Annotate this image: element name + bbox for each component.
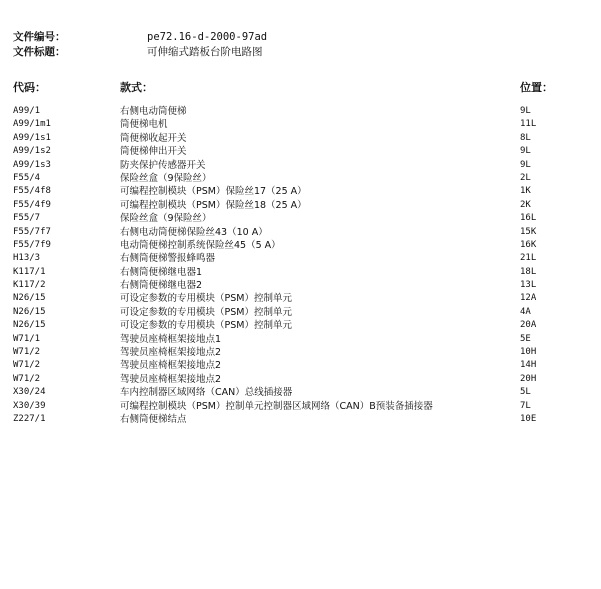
component-position: 11L <box>520 119 537 130</box>
component-description: 驾驶员座椅框架接地点2 <box>120 347 222 359</box>
file-number-value: pe72.16-d-2000-97ad <box>147 31 268 43</box>
component-position: 8L <box>520 132 531 143</box>
component-position: 9L <box>520 106 531 116</box>
component-code: W71/2 <box>13 347 41 358</box>
component-code: H13/3 <box>13 253 41 264</box>
component-position: 7L <box>520 400 531 411</box>
table-row <box>0 105 601 118</box>
component-position: 18L <box>520 266 537 277</box>
component-code: K117/2 <box>13 280 46 291</box>
component-description: 可编程控制模块（PSM）控制单元控制器区域网络（CAN）B预装备插接器 <box>120 400 433 412</box>
component-description: 筒便梯收起开关 <box>120 132 187 144</box>
table-row <box>0 212 601 225</box>
component-description: 可编程控制模块（PSM）保险丝18（25 A） <box>120 199 307 211</box>
table-row <box>0 359 601 372</box>
component-position: 4A <box>520 306 531 317</box>
component-description: 保险丝盒（9保险丝） <box>120 172 212 184</box>
component-code: A99/1 <box>13 106 41 116</box>
component-code: F55/4f9 <box>13 199 51 210</box>
component-description: 右侧筒便梯继电器1 <box>120 266 203 278</box>
component-code: K117/1 <box>13 266 46 277</box>
component-code: A99/1m1 <box>13 119 51 130</box>
component-description: 保险丝盒（9保险丝） <box>120 213 212 225</box>
table-header <box>0 80 601 96</box>
component-description: 防夹保护传感器开关 <box>120 159 206 171</box>
table-row <box>0 226 601 239</box>
component-description: 可设定参数的专用模块（PSM）控制单元 <box>120 306 292 318</box>
table-row <box>0 319 601 332</box>
component-description: 筒便梯电机 <box>120 119 168 131</box>
table-row <box>0 279 601 292</box>
table-row <box>0 386 601 399</box>
table-row <box>0 185 601 198</box>
component-code: F55/4 <box>13 172 41 183</box>
table-row <box>0 199 601 212</box>
table-row <box>0 306 601 319</box>
component-position: 2L <box>520 172 531 183</box>
component-description: 右侧电动筒便梯 <box>120 106 187 117</box>
component-position: 15K <box>520 226 537 237</box>
component-code: N26/15 <box>13 320 46 331</box>
component-position: 16K <box>520 239 537 250</box>
table-row <box>0 292 601 305</box>
table-row <box>0 118 601 131</box>
component-code: W71/2 <box>13 360 41 371</box>
file-title-label: 文件标题： <box>13 46 66 58</box>
component-description: 右侧电动筒便梯保险丝43（10 A） <box>120 226 268 238</box>
component-position: 10E <box>520 413 537 424</box>
file-number-label: 文件编号： <box>13 31 66 43</box>
component-code: A99/1s3 <box>13 159 51 170</box>
component-description: 右侧筒便梯警报蜂鸣器 <box>120 253 216 265</box>
component-code: F55/7 <box>13 213 41 224</box>
component-code: A99/1s2 <box>13 146 51 157</box>
column-header-position: 位置： <box>520 81 553 94</box>
component-description: 可编程控制模块（PSM）保险丝17（25 A） <box>120 186 307 198</box>
component-description: 驾驶员座椅框架接地点2 <box>120 373 222 385</box>
component-position: 20A <box>520 320 537 331</box>
column-header-description: 款式： <box>120 81 153 94</box>
component-code: N26/15 <box>13 293 46 304</box>
table-row <box>0 333 601 346</box>
component-description: 驾驶员座椅框架接地点2 <box>120 360 222 372</box>
component-description: 右侧筒便梯结点 <box>120 413 187 425</box>
component-position: 12A <box>520 293 537 304</box>
table-row <box>0 400 601 413</box>
component-code: Z227/1 <box>13 413 46 424</box>
component-position: 21L <box>520 253 537 264</box>
component-code: F55/7f9 <box>13 239 51 250</box>
component-description: 筒便梯伸出开关 <box>120 146 187 158</box>
column-header-code: 代码： <box>13 81 46 94</box>
table-row <box>0 145 601 158</box>
table-row <box>0 413 601 426</box>
component-code: W71/2 <box>13 373 41 384</box>
table-row <box>0 132 601 145</box>
component-position: 5L <box>520 387 531 398</box>
table-row <box>0 266 601 279</box>
table-row <box>0 252 601 265</box>
component-description: 电动筒便梯控制系统保险丝45（5 A） <box>120 239 281 251</box>
component-description: 驾驶员座椅框架接地点1 <box>120 333 222 345</box>
table-row <box>0 373 601 386</box>
table-row <box>0 172 601 185</box>
component-list <box>0 105 601 426</box>
component-position: 9L <box>520 146 531 157</box>
component-position: 1K <box>520 186 531 197</box>
component-code: X30/24 <box>13 387 46 398</box>
table-row <box>0 239 601 252</box>
component-description: 可设定参数的专用模块（PSM）控制单元 <box>120 293 292 305</box>
component-code: N26/15 <box>13 306 46 317</box>
component-position: 20H <box>520 373 537 384</box>
component-position: 9L <box>520 159 531 170</box>
component-position: 5E <box>520 333 531 344</box>
component-code: W71/1 <box>13 333 41 344</box>
component-code: F55/4f8 <box>13 186 51 197</box>
table-row <box>0 159 601 172</box>
component-position: 10H <box>520 347 537 358</box>
component-position: 14H <box>520 360 537 371</box>
component-description: 车内控制器区域网络（CAN）总线插接器 <box>120 387 293 399</box>
component-code: X30/39 <box>13 400 46 411</box>
component-code: A99/1s1 <box>13 132 51 143</box>
table-row <box>0 346 601 359</box>
component-position: 2K <box>520 199 531 210</box>
component-position: 13L <box>520 280 537 291</box>
component-code: F55/7f7 <box>13 226 51 237</box>
component-description: 可设定参数的专用模块（PSM）控制单元 <box>120 320 292 332</box>
component-description: 右侧筒便梯继电器2 <box>120 280 203 292</box>
component-position: 16L <box>520 213 537 224</box>
file-title-value: 可伸缩式踏板台阶电路图 <box>147 46 263 58</box>
